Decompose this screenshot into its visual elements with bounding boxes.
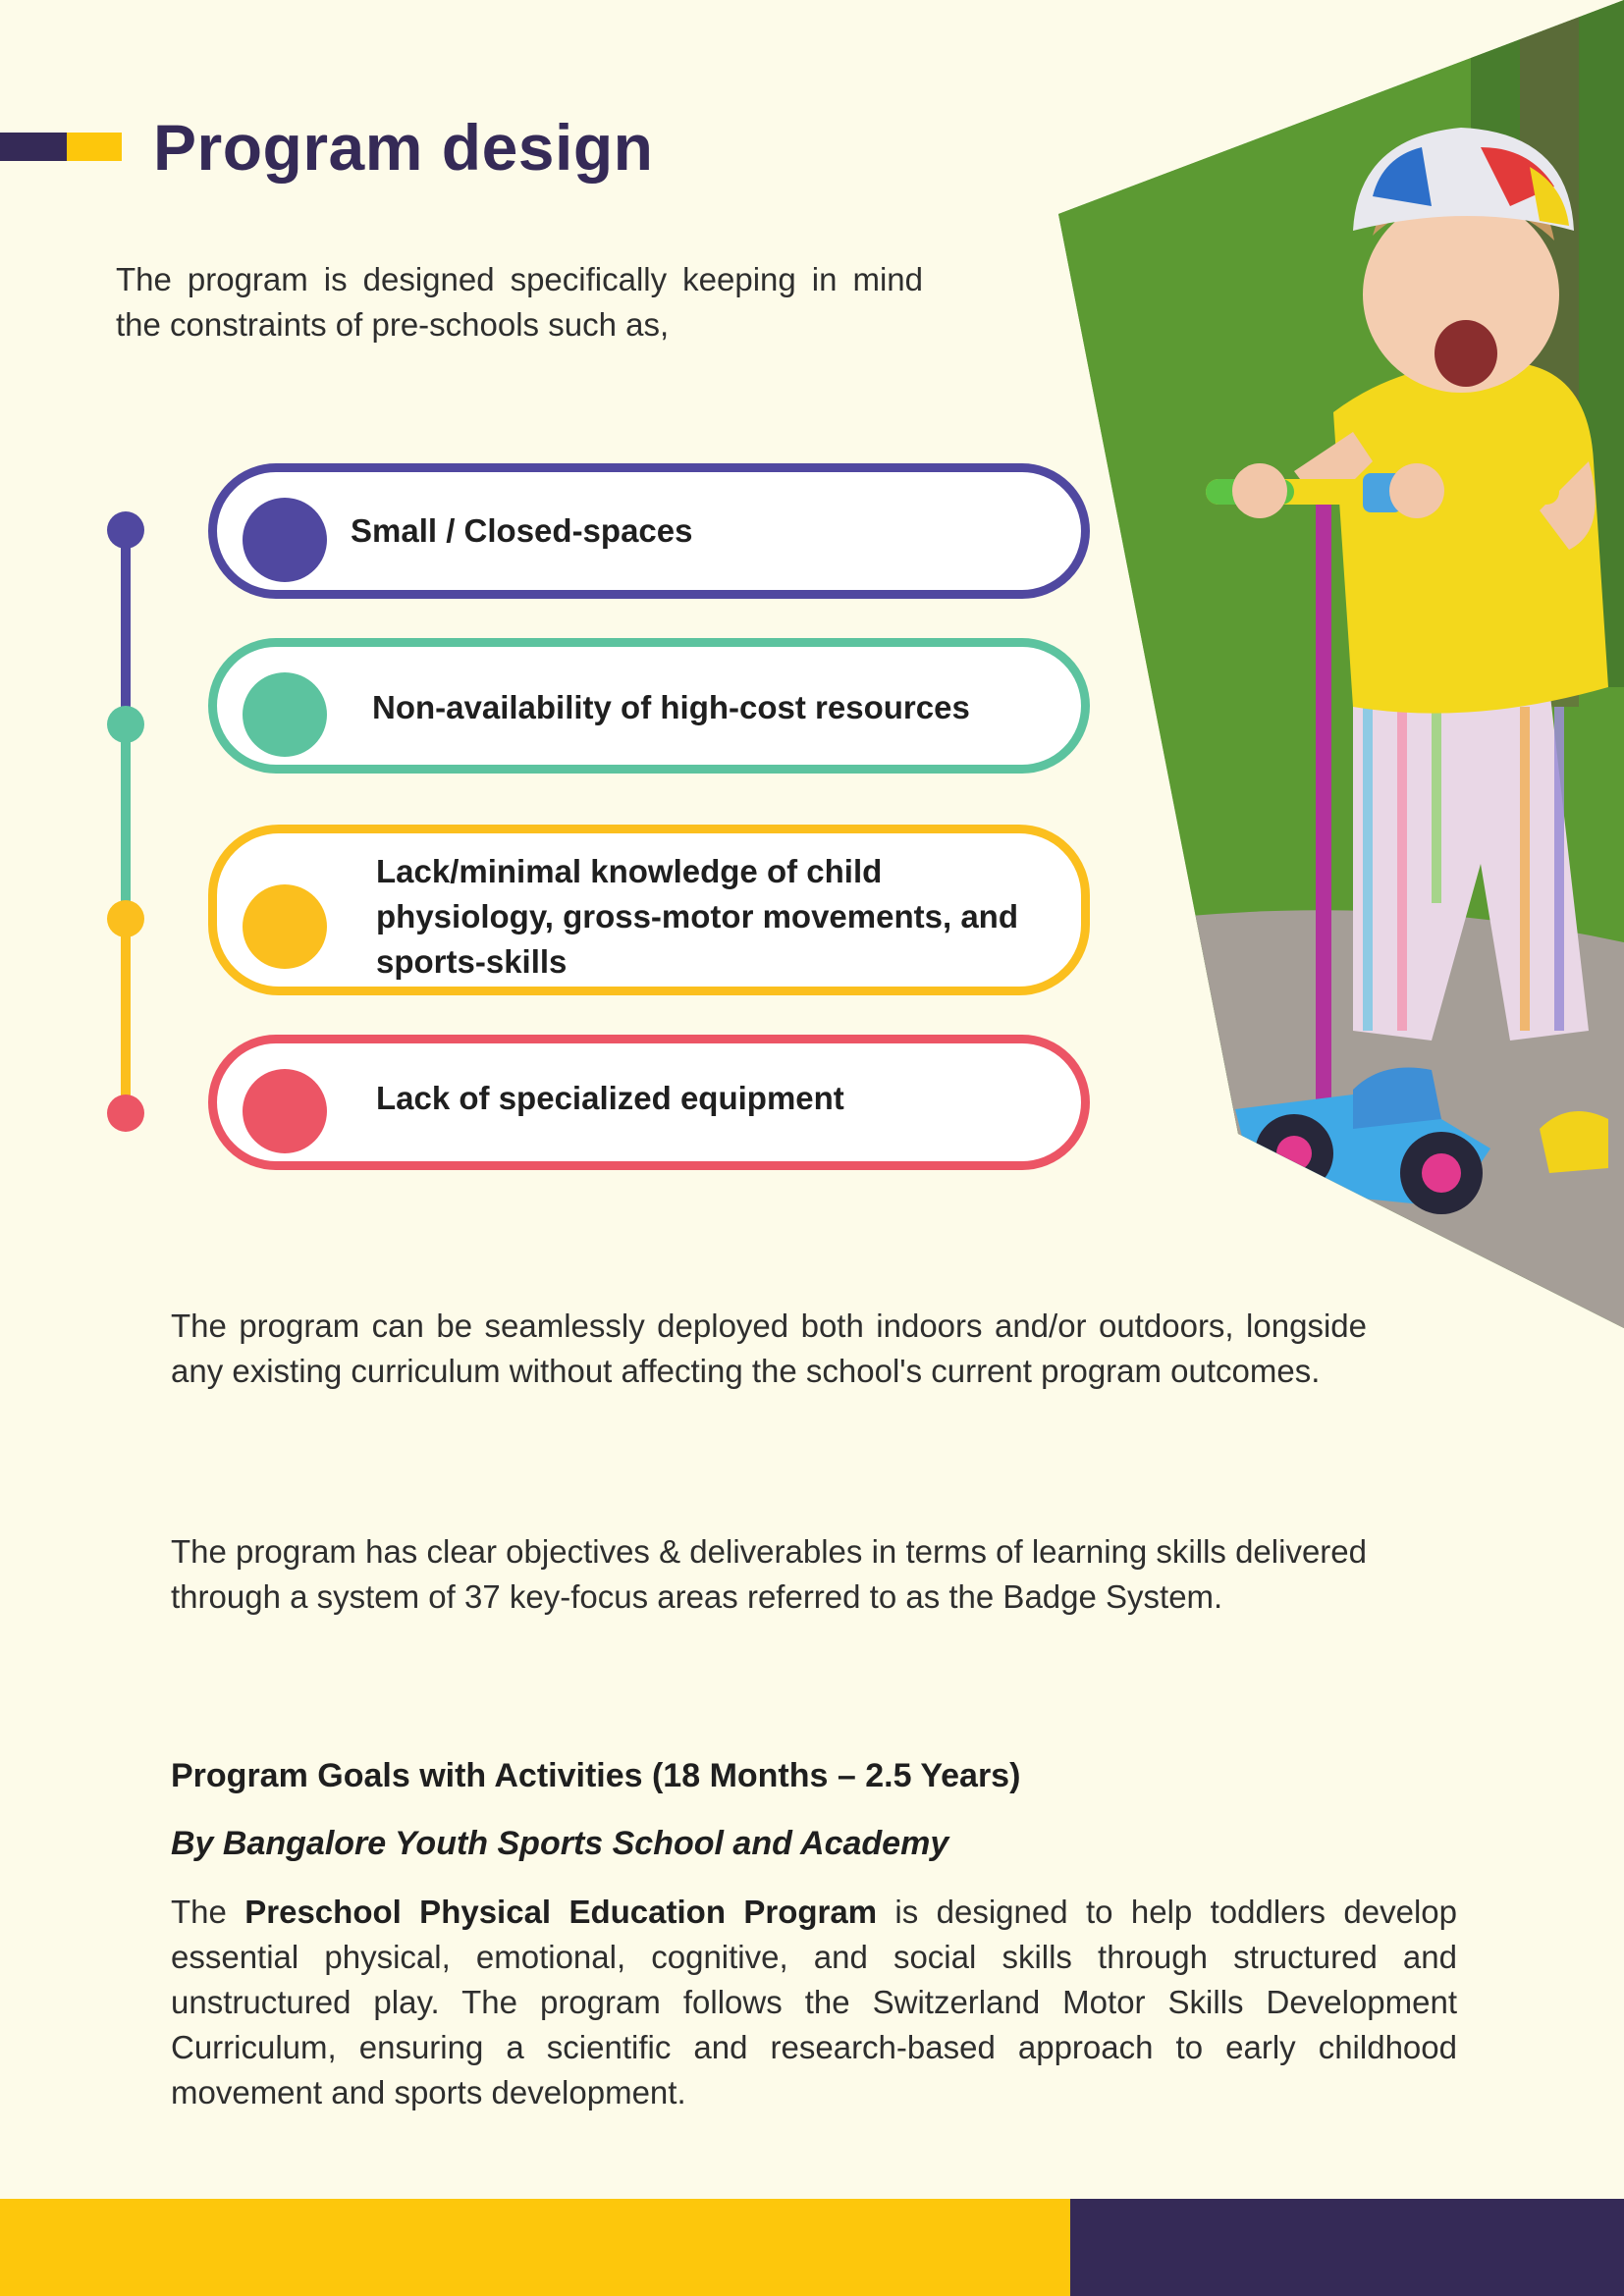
page-title: Program design — [153, 111, 654, 184]
child-scooter-photo — [1058, 0, 1624, 1328]
timeline-node-purple — [107, 511, 144, 549]
constraint-non-availability-resources — [208, 638, 1090, 774]
constraint-small-closed-spaces — [208, 463, 1090, 599]
deployment-paragraph: The program can be seamlessly deployed both indoors and/or outdoors, longside any existing curriculum without affecting the school's current program outcomes. — [171, 1308, 1367, 1389]
goals-body-prefix: The — [171, 1894, 245, 1930]
timeline-segment-green — [121, 724, 131, 919]
constraint-dot-green — [243, 672, 327, 757]
constraint-label: Small / Closed-spaces — [351, 512, 693, 549]
goals-heading: Program Goals with Activities (18 Months – 2.5 Years) — [171, 1757, 1021, 1794]
constraint-lack-equipment — [208, 1035, 1090, 1170]
goals-subheading: By Bangalore Youth Sports School and Academy — [171, 1825, 949, 1862]
objectives-paragraph: The program has clear objectives & deliverables in terms of learning skills delivered through a system of 37 key-focus areas referred to as the Badge System. — [171, 1533, 1367, 1615]
timeline-segment-purple — [121, 530, 131, 724]
constraint-dot-red — [243, 1069, 327, 1153]
intro-text: The program is designed specifically keeping in mind the constraints of pre-schools such as, — [116, 261, 923, 343]
constraint-dot-purple — [243, 498, 327, 582]
footer-yellow-band — [0, 2199, 1070, 2296]
constraint-label: Lack of specialized equipment — [376, 1080, 844, 1116]
goals-body — [171, 1890, 1457, 2115]
timeline-node-red — [107, 1095, 144, 1132]
constraint-dot-yellow — [243, 884, 327, 969]
constraint-label: Lack/minimal knowledge of child physiology, gross-motor movements, and sports-skills — [376, 853, 1018, 980]
timeline-node-yellow — [107, 900, 144, 937]
constraint-lack-knowledge — [208, 825, 1090, 995]
footer-dark-band — [1070, 2199, 1624, 2296]
timeline-node-green — [107, 706, 144, 743]
program-name: Preschool Physical Education Program — [244, 1894, 878, 1930]
constraints-timeline — [0, 0, 255, 1178]
child-scooter-illustration — [1058, 0, 1624, 1328]
constraint-label: Non-availability of high-cost resources — [372, 689, 970, 725]
timeline-segment-yellow — [121, 919, 131, 1113]
goals-body-rest: is designed to help toddlers develop essential physical, emotional, cognitive, and social skills through structured and unstructured play. The program follows the Switzerland Motor Skills Development Curriculum, ensuring a scientific and research-based approach to early childhood movement and sports development. — [171, 1894, 1457, 2110]
